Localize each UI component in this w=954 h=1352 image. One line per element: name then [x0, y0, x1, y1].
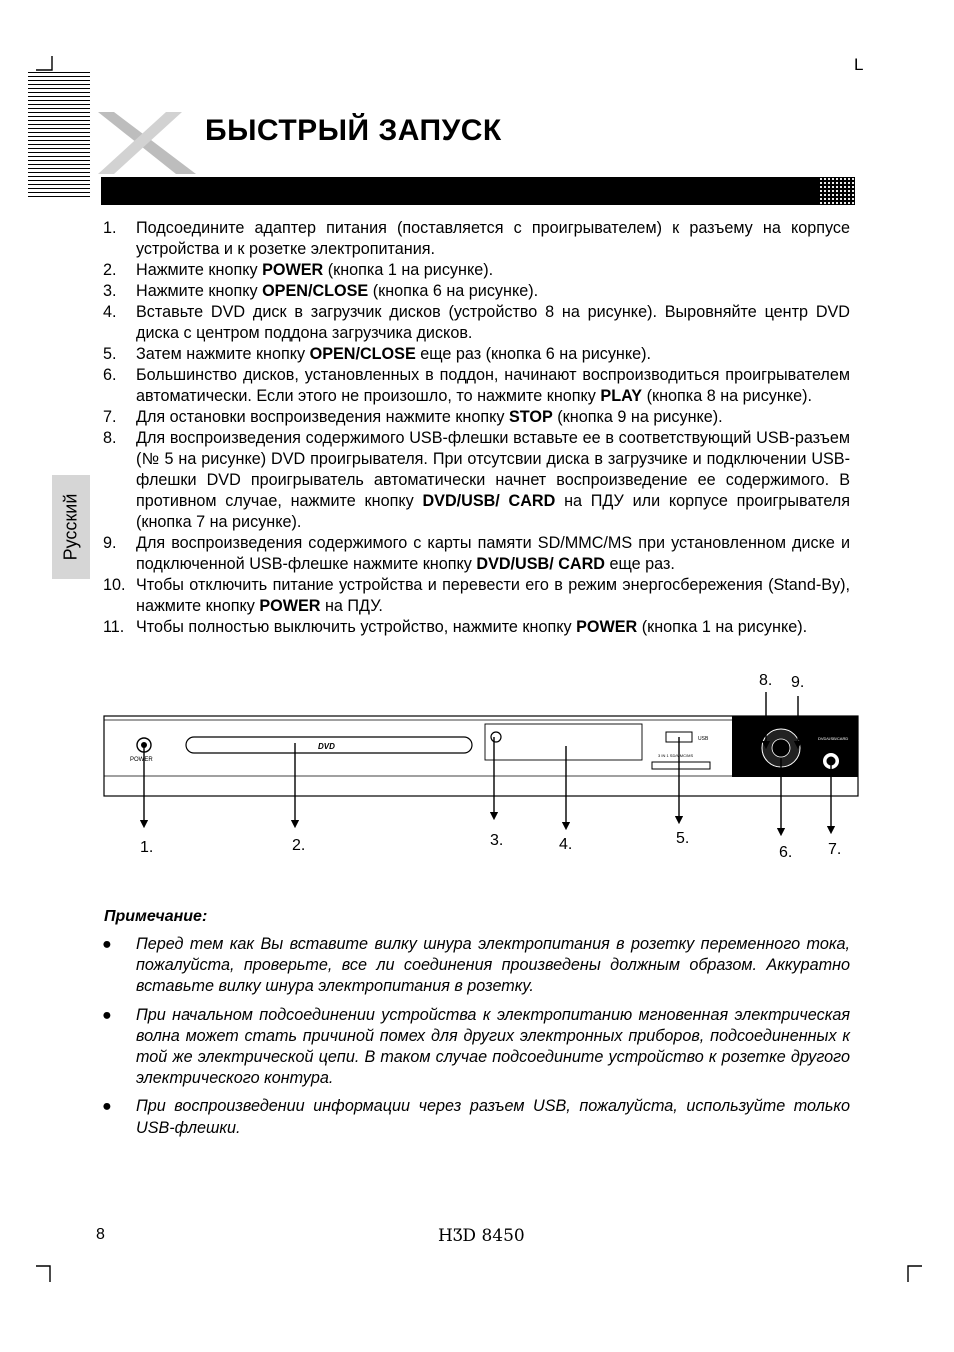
model-name: HƷD 8450: [438, 1226, 525, 1246]
note-title: Примечание:: [104, 908, 208, 925]
step-number: 9.: [103, 534, 117, 552]
step-item: [100, 575, 850, 617]
step-number: 2.: [103, 261, 117, 279]
notes-list: [100, 934, 850, 1146]
step-number: 4.: [103, 303, 117, 321]
step-item: [100, 302, 850, 344]
language-tab-label: Русский: [60, 493, 81, 561]
card-slot-label: 3 IN 1 SD/MMC/MS: [658, 753, 694, 758]
step-item: [100, 428, 850, 533]
step-text: (кнопка 1 на рисунке).: [637, 618, 808, 636]
step-keyword: POWER: [259, 597, 321, 615]
step-text: на ПДУ или корпусе проигрывателя (кнопка 7 на рисунке).: [136, 492, 850, 531]
step-item: [100, 533, 850, 575]
step-item: [100, 617, 850, 638]
step-text: Затем нажмите кнопку: [136, 345, 310, 363]
step-keyword: STOP: [509, 408, 553, 426]
step-text: Для остановки воспроизведения нажмите кнопку: [136, 408, 509, 426]
page-number: 8: [96, 1226, 105, 1243]
callout-label-1: 1.: [140, 839, 154, 856]
callout-label-3: 3.: [490, 832, 504, 849]
step-number: 6.: [103, 366, 117, 384]
page-title: БЫСТРЫЙ ЗАПУСК: [205, 114, 502, 147]
callout-label-9: 9.: [791, 674, 805, 691]
callout-label-7: 7.: [828, 841, 842, 858]
step-text: Подсоедините адаптер питания (поставляется с проигрывателем) к разъему на корпусе устройства и к розетке электропитания.: [136, 219, 850, 258]
note-text: При начальном подсоединении устройства к электропитанию мгновенная электрическая волна может стать причиной помех для других электронных приборов, подсоединенных к той же электрической цепи. В таком случае подсоедините устройство к розетке другого электрического контура.: [136, 1005, 850, 1088]
step-text: (кнопка 6 на рисунке).: [368, 282, 539, 300]
step-number: 1.: [103, 219, 117, 237]
step-text: (кнопка 9 на рисунке).: [552, 408, 723, 426]
step-item: [100, 344, 850, 365]
header-stripes: [28, 72, 90, 200]
step-text: еще раз.: [604, 555, 675, 573]
step-keyword: OPEN/CLOSE: [262, 282, 369, 300]
step-item: [100, 281, 850, 302]
step-text: Нажмите кнопку: [136, 261, 263, 279]
note-item: [100, 934, 850, 998]
step-text: еще раз (кнопка 6 на рисунке).: [415, 345, 652, 363]
step-keyword: DVD/USB/ CARD: [476, 555, 605, 573]
step-item: [100, 218, 850, 260]
step-number: 5.: [103, 345, 117, 363]
step-keyword: POWER: [576, 618, 638, 636]
device-diagram: [96, 660, 866, 865]
step-item: [100, 407, 850, 428]
step-number: 3.: [103, 282, 117, 300]
step-keyword: OPEN/CLOSE: [309, 345, 416, 363]
callout-label-5: 5.: [676, 830, 690, 847]
step-text: Для воспроизведения содержимого с карты памяти SD/MMC/MS при установленном диске и подключенной USB-флешке нажмите кнопку: [136, 534, 850, 573]
step-keyword: DVD/USB/ CARD: [422, 492, 556, 510]
title-bar: [101, 177, 855, 205]
step-text: Вставьте DVD диск в загрузчик дисков (устройство 8 на рисунке). Выровняйте центр DVD диска с центром поддона загрузчика дисков.: [136, 303, 850, 342]
step-number: 10.: [103, 576, 126, 594]
crop-mark-bottom-left: [36, 1264, 56, 1284]
callout-label-2: 2.: [292, 837, 306, 854]
callout-label-6: 6.: [779, 844, 793, 861]
note-item: [100, 1005, 850, 1090]
step-item: [100, 365, 850, 407]
steps-list: [100, 218, 850, 638]
step-item: [100, 260, 850, 281]
step-text: Для воспроизведения содержимого USB-флешки вставьте ее в соответствующий USB-разъем (№ 5 на рисунке) DVD проигрывателя. При отсутсвии диска в загрузчике и подключении USB-флешки DVD проигрыватель автоматически начнет воспроизведение ее содержимого. В противном случае, нажмите кнопку: [136, 429, 850, 510]
bullet-icon: ●: [102, 1005, 112, 1024]
callout-label-8: 8.: [759, 672, 773, 689]
step-text: Большинство дисков, установленных в поддон, начинают воспроизводиться проигрывателем автоматически. Если этого не произошло, то нажмите кнопку: [136, 366, 850, 405]
note-text: При воспроизведении информации через разъем USB, пожалуйста, используйте только USB-флешки.: [136, 1097, 850, 1137]
step-text: на ПДУ.: [320, 597, 383, 615]
step-number: 8.: [103, 429, 117, 447]
step-text: (кнопка 1 на рисунке).: [323, 261, 494, 279]
bullet-icon: ●: [102, 1097, 112, 1116]
power-button-label: POWER: [130, 757, 153, 763]
crop-mark-bottom-right: [904, 1264, 924, 1284]
step-text: Нажмите кнопку: [136, 282, 263, 300]
language-tab: [52, 475, 90, 579]
bullet-icon: ●: [102, 935, 112, 953]
step-text: (кнопка 8 на рисунке).: [642, 387, 812, 405]
step-number: 11.: [103, 618, 125, 636]
step-keyword: POWER: [262, 261, 324, 279]
step-text: Чтобы отключить питание устройства и перевести его в режим энергосбережения (Stand-By), нажмите кнопку: [136, 576, 850, 615]
callout-label-4: 4.: [559, 836, 573, 853]
dvd-usb-card-label: DVD/USB/CARD: [818, 736, 849, 741]
note-text: Перед тем как Вы вставите вилку шнура электропитания в розетку переменного тока, пожалуйста, проверьте, все ли соединения произведены должным образом. Аккуратно вставьте вилку шнура электропитания в розетку.: [136, 935, 850, 996]
disc-tray-label: DVD: [318, 742, 335, 751]
usb-port-label: USB: [698, 736, 709, 742]
corner-mark-top-right: L: [854, 55, 864, 74]
step-keyword: PLAY: [600, 387, 643, 405]
step-number: 7.: [103, 408, 117, 426]
crop-mark-top-left: [36, 56, 56, 72]
brand-x-logo: [96, 108, 198, 176]
step-text: Чтобы полностью выключить устройство, нажмите кнопку: [136, 618, 577, 636]
note-item: [100, 1096, 850, 1138]
